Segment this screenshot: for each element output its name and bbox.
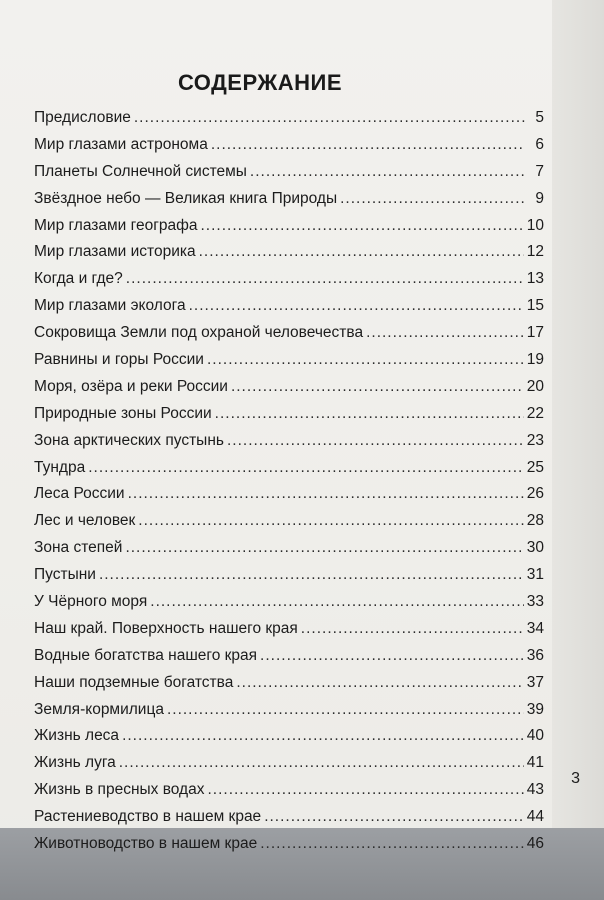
- toc-dot-leader: [366, 324, 524, 342]
- toc-entry: [34, 109, 544, 136]
- toc-dot-leader: [128, 485, 524, 503]
- toc-entry-page: 30: [526, 539, 544, 557]
- toc-dot-leader: [260, 647, 524, 665]
- toc-dot-leader: [250, 163, 525, 181]
- toc-entry-page: 26: [526, 485, 544, 503]
- toc-entry-title: Водные богатства нашего края: [34, 646, 258, 664]
- toc-entry-title: Наш край. Поверхность нашего края: [34, 619, 298, 637]
- toc-entry-title: Моря, озёра и реки России: [34, 377, 228, 395]
- toc-entry: [34, 593, 544, 620]
- toc-entry-title: Тундра: [34, 458, 86, 476]
- toc-entry-page: 25: [526, 458, 544, 476]
- toc-dot-leader: [167, 701, 524, 719]
- toc-entry-page: 37: [526, 673, 544, 691]
- toc-entry-title: Мир глазами эколога: [34, 297, 186, 315]
- toc-entry-page: 28: [526, 512, 544, 530]
- toc-entry-page: 5: [535, 109, 544, 126]
- toc-entry-title: Мир глазами историка: [34, 243, 196, 261]
- toc-entry-title: Равнины и горы России: [34, 351, 204, 369]
- toc-entry-title: Предисловие: [34, 109, 131, 126]
- toc-entry: [34, 566, 544, 593]
- toc-dot-leader: [260, 835, 524, 853]
- toc-entry: [34, 217, 544, 244]
- toc-dot-leader: [119, 754, 524, 772]
- toc-entry-title: У Чёрного моря: [34, 593, 148, 611]
- toc-entry: [34, 136, 544, 163]
- toc-dot-leader: [264, 808, 524, 826]
- toc-entry-page: 20: [526, 377, 544, 395]
- toc-entry: [34, 701, 544, 728]
- toc-dot-leader: [207, 781, 523, 799]
- toc-dot-leader: [207, 351, 524, 369]
- toc-entry: [34, 432, 544, 459]
- toc-dot-leader: [138, 512, 523, 530]
- toc-entry: [34, 351, 544, 378]
- toc-entry-title: Жизнь леса: [34, 727, 120, 745]
- toc-entry: [34, 459, 544, 486]
- toc-entry: [34, 405, 544, 432]
- toc-entry-title: Леса России: [34, 485, 125, 503]
- toc-dot-leader: [122, 727, 524, 745]
- toc-entry-page: 9: [535, 189, 544, 207]
- toc-entry-page: 43: [526, 781, 544, 799]
- toc-entry-title: Мир глазами географа: [34, 216, 198, 234]
- toc-dot-leader: [211, 136, 525, 154]
- toc-entry: [34, 324, 544, 351]
- toc-dot-leader: [199, 243, 524, 261]
- toc-entry-page: 34: [526, 619, 544, 637]
- toc-entry-page: 36: [526, 646, 544, 664]
- page-margin: [552, 0, 604, 900]
- toc-dot-leader: [150, 593, 523, 611]
- toc-entry-title: Планеты Солнечной системы: [34, 162, 247, 180]
- toc-entry-page: 19: [526, 351, 544, 369]
- toc-entry-title: Пустыни: [34, 566, 96, 584]
- toc-entry-page: 31: [526, 566, 544, 584]
- toc-entry: [34, 378, 544, 405]
- toc-dot-leader: [88, 459, 524, 477]
- toc-dot-leader: [227, 432, 524, 450]
- toc-entry-page: 12: [526, 243, 544, 261]
- toc-entry-page: 40: [526, 727, 544, 745]
- toc-dot-leader: [215, 405, 524, 423]
- toc-dot-leader: [340, 190, 525, 208]
- toc-entry-page: 23: [526, 431, 544, 449]
- toc-entry-page: 10: [526, 216, 544, 234]
- toc-entry-title: Растениеводство в нашем крае: [34, 808, 262, 826]
- toc-entry-page: 39: [526, 700, 544, 718]
- toc-entry-title: Звёздное небо — Великая книга Природы: [34, 189, 338, 207]
- toc-entry-page: 17: [526, 324, 544, 342]
- toc-entry: [34, 781, 544, 808]
- toc-entry: [34, 512, 544, 539]
- page-number: 3: [571, 770, 580, 787]
- toc-entry-page: 41: [526, 754, 544, 772]
- toc-entry-title: Зона арктических пустынь: [34, 431, 224, 449]
- toc-entry-page: 22: [526, 404, 544, 422]
- page-title: СОДЕРЖАНИЕ: [177, 70, 343, 95]
- toc-entry-title: Жизнь луга: [34, 754, 116, 772]
- toc-entry-title: Наши подземные богатства: [34, 673, 234, 691]
- toc-dot-leader: [301, 620, 524, 638]
- toc-entry-page: 13: [526, 270, 544, 288]
- toc-entry-title: Земля-кормилица: [34, 700, 164, 718]
- toc-entry-title: Когда и где?: [34, 270, 123, 288]
- toc-dot-leader: [99, 566, 524, 584]
- toc-entry-page: 46: [526, 835, 544, 853]
- toc-entry: [34, 270, 544, 297]
- table-of-contents: [34, 109, 544, 862]
- toc-entry-title: Животноводство в нашем крае: [34, 835, 258, 853]
- toc-dot-leader: [125, 539, 523, 557]
- toc-entry: [34, 754, 544, 781]
- toc-entry: [34, 297, 544, 324]
- toc-dot-leader: [134, 109, 525, 127]
- toc-entry: [34, 485, 544, 512]
- toc-entry-title: Зона степей: [34, 539, 123, 557]
- toc-entry: [34, 539, 544, 566]
- toc-entry-page: 7: [535, 162, 544, 180]
- toc-entry-title: Природные зоны России: [34, 404, 212, 422]
- toc-entry-title: Жизнь в пресных водах: [34, 781, 205, 799]
- toc-entry-page: 33: [526, 593, 544, 611]
- toc-entry: [34, 647, 544, 674]
- toc-entry-title: Лес и человек: [34, 512, 136, 530]
- toc-dot-leader: [231, 378, 524, 396]
- toc-entry-title: Мир глазами астронома: [34, 135, 208, 153]
- toc-entry-title: Сокровища Земли под охраной человечества: [34, 324, 364, 342]
- toc-entry: [34, 727, 544, 754]
- toc-entry: [34, 808, 544, 835]
- toc-entry: [34, 163, 544, 190]
- toc-entry: [34, 243, 544, 270]
- toc-entry-page: 44: [526, 808, 544, 826]
- toc-entry: [34, 620, 544, 647]
- toc-dot-leader: [200, 217, 523, 235]
- toc-dot-leader: [189, 297, 524, 315]
- toc-entry: [34, 190, 544, 217]
- toc-dot-leader: [236, 674, 523, 692]
- toc-entry: [34, 674, 544, 701]
- toc-dot-leader: [126, 270, 524, 288]
- toc-entry: [34, 835, 544, 862]
- toc-entry-page: 6: [535, 135, 544, 153]
- toc-entry-page: 15: [526, 297, 544, 315]
